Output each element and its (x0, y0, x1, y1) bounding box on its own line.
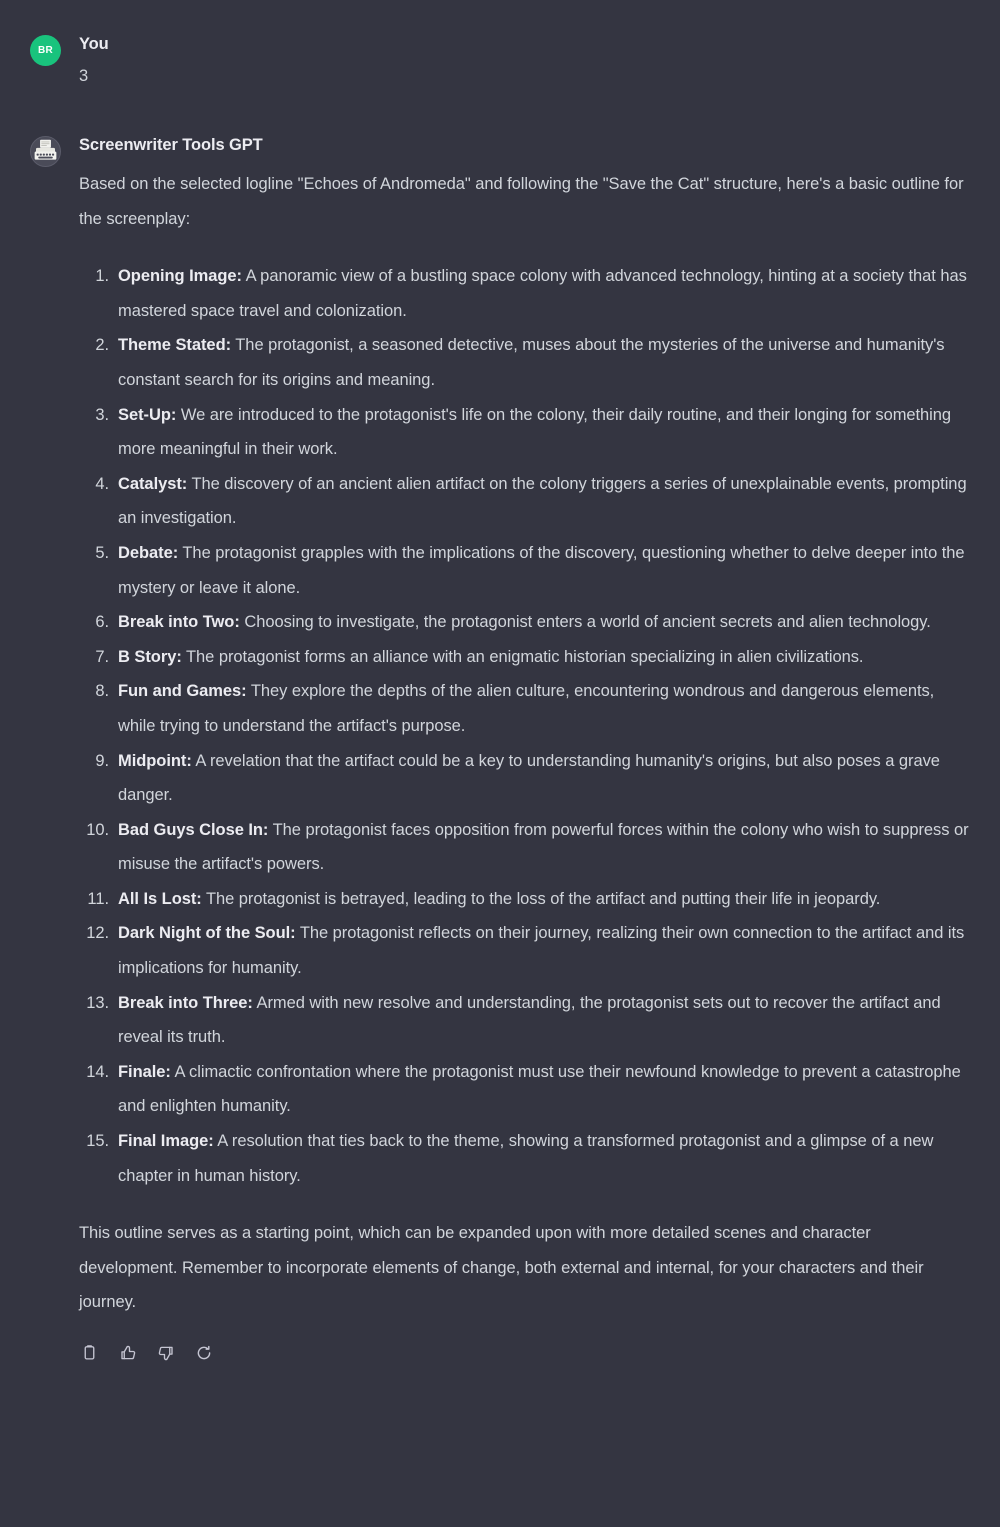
assistant-author-name: Screenwriter Tools GPT (79, 136, 263, 154)
list-item-title: Catalyst: (118, 474, 188, 493)
list-item (79, 1124, 970, 1193)
list-item-text: The protagonist reflects on their journey, realizing their own connection to the artifact and its implications for humanity. (118, 924, 965, 978)
list-item (79, 398, 970, 467)
list-item (79, 674, 970, 743)
user-message-body (79, 34, 970, 89)
list-item-title: Debate: (118, 543, 179, 562)
list-item-text: We are introduced to the protagonist's life on the colony, their daily routine, and their longing for something more meaningful in their work. (118, 405, 952, 459)
list-item-text: The protagonist, a seasoned detective, muses about the mysteries of the universe and humanity's constant search for its origins and meaning. (118, 336, 945, 389)
copy-icon[interactable] (79, 1342, 100, 1363)
list-item-title: Finale: (118, 1062, 171, 1081)
assistant-content (79, 167, 970, 1403)
list-item-title: Dark Night of the Soul: (118, 924, 296, 943)
list-item-title: Break into Three: (118, 993, 253, 1012)
list-item-title: All Is Lost: (118, 889, 202, 908)
user-message-header (30, 34, 970, 89)
list-item-text: Armed with new resolve and understanding, the protagonist sets out to recover the artifact and reveal its truth. (118, 993, 941, 1047)
beat-list (79, 259, 970, 1193)
list-item (79, 916, 970, 985)
list-item-text: The protagonist forms an alliance with an enigmatic historian specializing in alien civilizations. (181, 647, 864, 666)
list-item-text: A revelation that the artifact could be a key to understanding humanity's origins, but also poses a grave danger. (118, 751, 940, 805)
user-message-text: 3 (79, 67, 89, 85)
list-item (79, 259, 970, 328)
assistant-message-body (79, 135, 970, 1403)
intro-paragraph: Based on the selected logline "Echoes of Andromeda" and following the "Save the Cat" structure, here's a basic outline for the screenplay: (79, 175, 964, 228)
list-item (79, 467, 970, 536)
list-item (79, 744, 970, 813)
list-item-text: A panoramic view of a bustling space colony with advanced technology, hinting at a society that has mastered space travel and colonization. (118, 267, 967, 320)
list-item-text: A climactic confrontation where the protagonist must use their newfound knowledge to prevent a catastrophe and enlighten humanity. (118, 1062, 961, 1116)
user-author-name: You (79, 35, 109, 53)
regenerate-icon[interactable] (193, 1342, 214, 1363)
list-item-title: Fun and Games: (118, 682, 247, 701)
list-item-title: Theme Stated: (118, 336, 232, 355)
assistant-message-header (30, 135, 970, 1403)
thumbs-down-icon[interactable] (155, 1342, 176, 1363)
list-item-title: Opening Image: (118, 267, 242, 286)
list-item (79, 640, 970, 675)
list-item (79, 328, 970, 397)
list-item-title: Bad Guys Close In: (118, 820, 269, 839)
list-item-text: A resolution that ties back to the theme, showing a transformed protagonist and a glimpse of a new chapter in human history. (118, 1132, 934, 1185)
list-item (79, 986, 970, 1055)
user-message (0, 0, 1000, 89)
thumbs-up-icon[interactable] (117, 1342, 138, 1363)
list-item-text: The protagonist is betrayed, leading to the loss of the artifact and putting their life in jeopardy. (201, 889, 881, 908)
list-item-title: Midpoint: (118, 751, 192, 770)
list-item (79, 882, 970, 917)
list-item-text: They explore the depths of the alien culture, encountering wondrous and dangerous elements, while trying to understand the artifact's purpose. (118, 682, 935, 735)
list-item (79, 813, 970, 882)
list-item-title: Set-Up: (118, 405, 177, 424)
list-item-text: Choosing to investigate, the protagonist enters a world of ancient secrets and alien technology. (239, 613, 931, 632)
list-item-text: The protagonist grapples with the implications of the discovery, questioning whether to delve deeper into the mystery or leave it alone. (118, 543, 965, 597)
list-item-title: Final Image: (118, 1132, 214, 1151)
list-item-text: The protagonist faces opposition from powerful forces within the colony who wish to suppress or misuse the artifact's powers. (118, 820, 969, 874)
message-actions (79, 1342, 970, 1403)
list-item-title: Break into Two: (118, 613, 240, 632)
list-item-title: B Story: (118, 647, 182, 666)
list-item (79, 605, 970, 640)
list-item-text: The discovery of an ancient alien artifact on the colony triggers a series of unexplainable events, prompting an investigation. (118, 474, 967, 528)
closing-paragraph: This outline serves as a starting point, which can be expanded upon with more detailed scenes and character development. Remember to incorporate elements of change, both external and internal, for your characters and their journey. (79, 1224, 924, 1312)
avatar: BR (30, 35, 61, 66)
list-item (79, 536, 970, 605)
list-item (79, 1055, 970, 1124)
assistant-message (0, 89, 1000, 1403)
typewriter-icon (30, 136, 61, 167)
